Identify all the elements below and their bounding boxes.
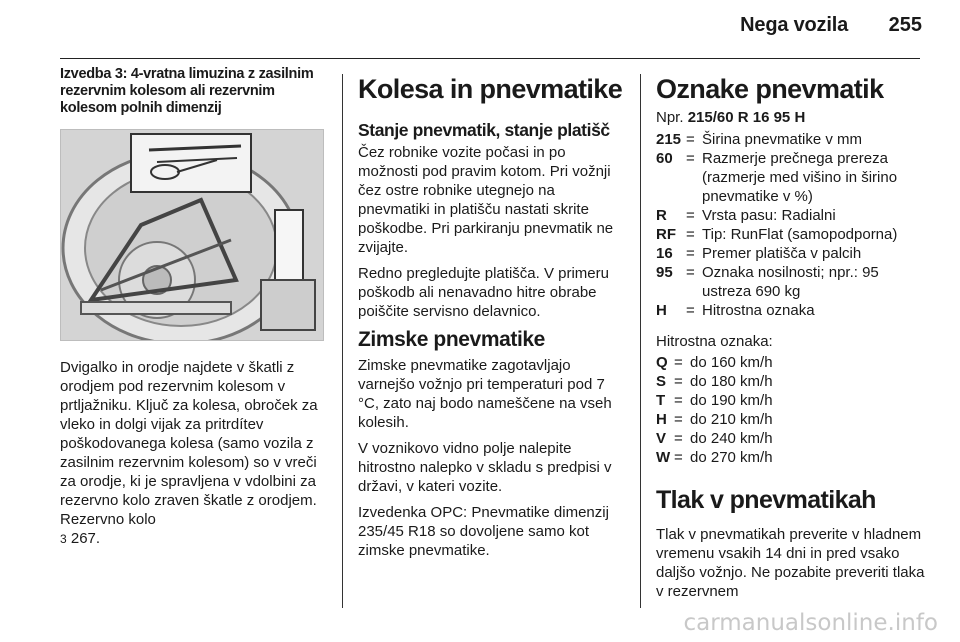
code-key: 60: [656, 150, 673, 167]
speed-desc: do 270 km/h: [690, 449, 773, 466]
code-eq: =: [686, 226, 695, 243]
tyre-code-list: [656, 130, 926, 320]
column-1: [60, 66, 330, 556]
speed-key: S: [656, 373, 667, 390]
code-eq: =: [686, 302, 695, 319]
speed-eq: =: [674, 373, 683, 390]
speed-desc: do 180 km/h: [690, 373, 773, 390]
header-rule: [60, 58, 920, 59]
tyre-pressure-paragraph: Tlak v pnevmatikah preverite v hladnem vremenu vsakih 14 dni in pred vsako daljšo vožnjo. Ne pozabite preveriti tlaka v rezervnem: [656, 526, 925, 600]
speed-key: H: [656, 411, 667, 428]
code-desc: Tip: RunFlat (samopodporna): [702, 226, 898, 243]
code-desc: Premer platišča v palcih: [702, 245, 862, 262]
code-desc: Vrsta pasu: Radialni: [702, 207, 836, 224]
speed-eq: =: [674, 392, 683, 409]
speed-desc: do 210 km/h: [690, 411, 773, 428]
code-key: 215: [656, 131, 682, 148]
speed-desc: do 240 km/h: [690, 430, 773, 447]
tyre-example: [656, 108, 926, 127]
tool-kit-illustration: [61, 130, 323, 340]
code-eq: =: [686, 245, 695, 262]
example-prefix: Npr.: [656, 109, 684, 126]
code-eq: =: [686, 264, 695, 281]
speed-rating-list: [656, 353, 926, 467]
tyre-condition-paragraph-2: Redno pregledujte platišča. V primeru poškodb ali nenavadno hitre obrabe poiščite servisno delavnico.: [358, 265, 609, 320]
section-title-tyre-pressure: Tlak v pnevmatikah: [656, 486, 876, 514]
code-eq: =: [686, 131, 695, 148]
tool-location-paragraph: [60, 358, 330, 549]
speed-key: Q: [656, 354, 668, 371]
speed-desc: do 160 km/h: [690, 354, 773, 371]
code-desc: Hitrostna oznaka: [702, 302, 815, 319]
speed-eq: =: [674, 430, 683, 447]
watermark: carmanualsonline.info: [683, 610, 938, 636]
page-reference-link[interactable]: 267.: [70, 530, 101, 547]
page-number: 255: [888, 14, 922, 36]
winter-tyres-paragraph-3: Izvedenka OPC: Pnevmatike dimenzij 235/45 R18 so dovoljene samo kot zimske pnevmatike.: [358, 504, 609, 559]
column-2: [358, 66, 628, 567]
tool-kit-figure: [60, 129, 324, 341]
code-key: 95: [656, 264, 673, 281]
winter-tyres-paragraph-1: Zimske pnevmatike zagotavljajo varnejšo vožnjo pri temperaturi pod 7 °C, zato naj bodo nameščene na vseh kolesih.: [358, 357, 612, 431]
code-key: R: [656, 207, 667, 224]
subsection-title-winter-tyres: Zimske pnevmatike: [358, 328, 545, 351]
speed-key: V: [656, 430, 667, 447]
example-code: 215/60 R 16 95 H: [687, 109, 806, 126]
code-key: RF: [656, 226, 676, 243]
code-desc: Oznaka nosilnosti; npr.: 95 ustreza 690 kg: [702, 264, 879, 300]
column-divider-2: [640, 74, 641, 608]
code-key: H: [656, 302, 667, 319]
winter-tyres-paragraph-2: V voznikovo vidno polje nalepite hitrostno nalepko v skladu s predpisi v državi, v kateri vozite.: [358, 440, 612, 495]
speed-eq: =: [674, 354, 683, 371]
speed-rating-label: Hitrostna oznaka:: [656, 333, 773, 350]
speed-eq: =: [674, 449, 683, 466]
code-desc: Razmerje prečnega prereza (razmerje med višino in širino pnevmatike v %): [702, 150, 898, 205]
speed-key: T: [656, 392, 666, 409]
code-key: 16: [656, 245, 673, 262]
column-3: [656, 66, 926, 608]
speed-eq: =: [674, 411, 683, 428]
header-title: Nega vozila: [740, 14, 848, 36]
speed-desc: do 190 km/h: [690, 392, 773, 409]
code-desc: Širina pnevmatike v mm: [702, 131, 863, 148]
tyre-condition-paragraph-1: Čez robnike vozite počasi in po možnosti pod pravim kotom. Pri vožnji čez ostre robnike utegnejo na pnevmatiki in platišču nastati skrite poškodbe. Pri parkiranju pnevmatik ne zvijajte.: [358, 144, 614, 256]
section-title-wheels-tyres: Kolesa in pnevmatike: [358, 74, 623, 104]
code-eq: =: [686, 207, 695, 224]
section-title-tyre-designations: Oznake pnevmatik: [656, 74, 884, 104]
speed-key: W: [656, 449, 671, 466]
variant-heading: Izvedba 3: 4-vratna limuzina z zasilnim rezervnim kolesom ali rezervnim kolesom polnih dimenzij: [60, 66, 314, 116]
code-eq: =: [686, 150, 695, 167]
tool-location-text: Dvigalko in orodje najdete v škatli z orodjem pod rezervnim kolesom v prtljažniku. Ključ za kolesa, obroček za vleko in dolgi vijak za pritrdítev poškodovanega kolesa (samo vozila z zasilnim rezervnim kolesom) so v vreči za orodje, ki je spravljena v vdolbini za rezervno kolo zraven škatle z orodjem. Rezervno kolo: [60, 359, 318, 528]
page-reference-icon: 3: [60, 532, 67, 546]
subsection-title-tyre-condition: Stanje pnevmatik, stanje platišč: [358, 120, 610, 140]
column-divider-1: [342, 74, 343, 608]
